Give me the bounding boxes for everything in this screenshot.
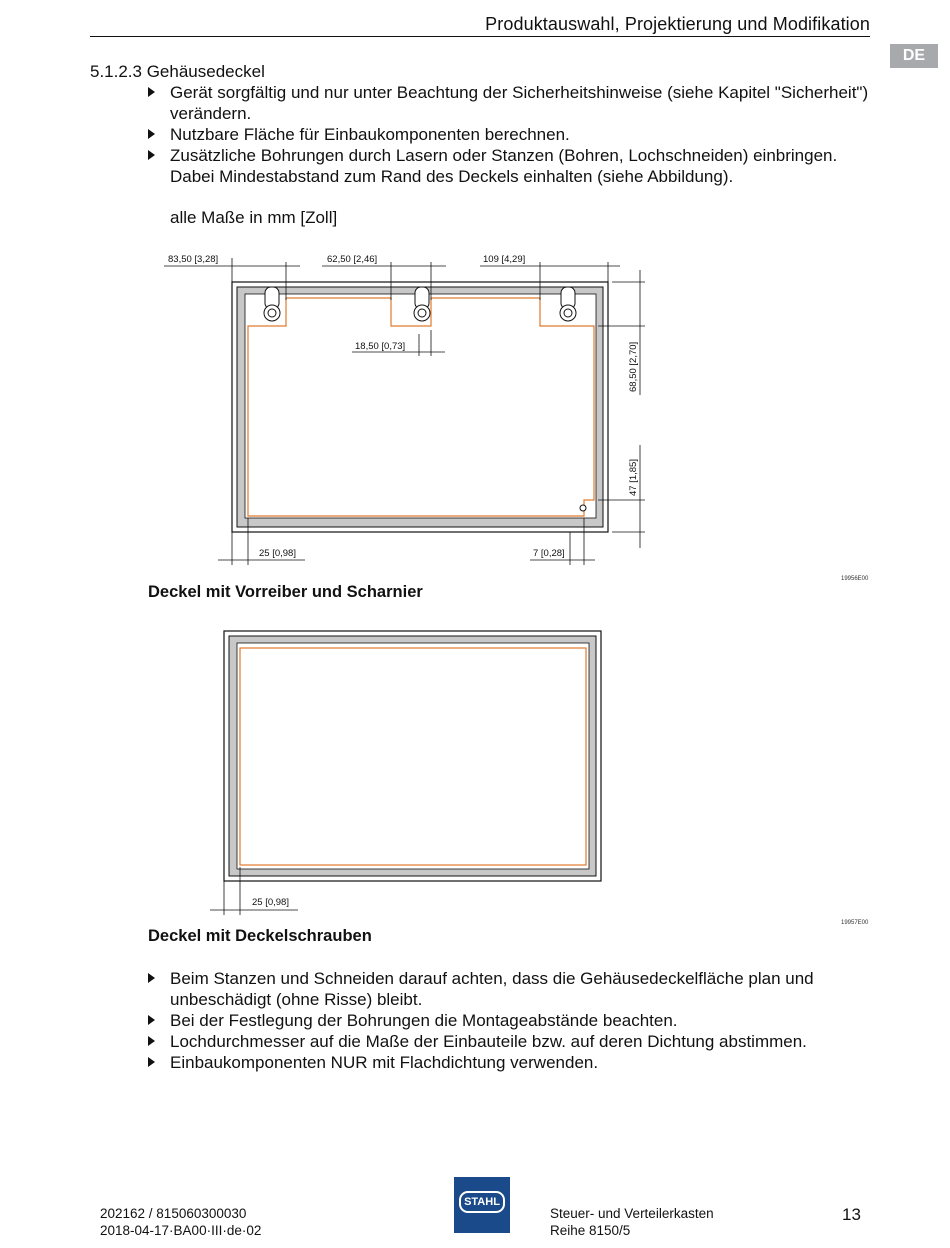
latch-icon — [560, 287, 576, 321]
bullet-arrow-icon — [148, 973, 155, 983]
dimension-label: 83,50 [3,28] — [168, 254, 219, 265]
language-badge: DE — [890, 44, 938, 68]
list-item: Nutzbare Fläche für Einbaukomponenten berechnen. — [148, 124, 878, 145]
figure-reference-code: 19956E00 — [841, 576, 869, 582]
instruction-list-top — [148, 82, 878, 187]
dimension-label: 47 [1,85] — [628, 459, 639, 496]
product-series: Reihe 8150/5 — [550, 1223, 631, 1238]
figure-caption: Deckel mit Vorreiber und Scharnier — [148, 583, 423, 601]
bullet-arrow-icon — [148, 150, 155, 160]
figure-reference-code: 19957E00 — [841, 920, 869, 926]
list-item: Lochdurchmesser auf die Maße der Einbauteile bzw. auf deren Dichtung abstimmen. — [148, 1031, 878, 1052]
dimension-label: 18,50 [0,73] — [355, 341, 406, 352]
dimension-label: 62,50 [2,46] — [327, 254, 378, 265]
dimension-label: 109 [4,29] — [483, 254, 526, 265]
header-rule — [90, 36, 870, 37]
doc-number: 202162 / 815060300030 — [100, 1206, 247, 1221]
bullet-arrow-icon — [148, 1015, 155, 1025]
list-item: Bei der Festlegung der Bohrungen die Montageabstände beachten. — [148, 1010, 878, 1031]
bullet-arrow-icon — [148, 1036, 155, 1046]
page-number: 13 — [842, 1205, 861, 1224]
bullet-arrow-icon — [148, 129, 155, 139]
bullet-arrow-icon — [148, 87, 155, 97]
footer-product-info — [550, 1205, 714, 1239]
dimension-label: 25 [0,98] — [252, 897, 289, 908]
dimension-label: 7 [0,28] — [533, 548, 565, 559]
hinge-icon — [414, 287, 430, 321]
section-heading: 5.1.2.3 Gehäusedeckel — [90, 62, 265, 81]
list-item: Zusätzliche Bohrungen durch Lasern oder Stanzen (Bohren, Lochschneiden) einbringen. Dabei Mindestabstand zum Rand des Deckels einhalten (siehe Abbildung). — [148, 145, 878, 187]
page-header-title: Produktauswahl, Projektierung und Modifikation — [485, 14, 870, 34]
units-note: alle Maße in mm [Zoll] — [170, 208, 338, 227]
dimension-label: 68,50 [2,70] — [628, 341, 639, 392]
latch-icon — [264, 287, 280, 321]
screw-icon — [580, 505, 586, 511]
bullet-arrow-icon — [148, 1057, 155, 1067]
stahl-logo — [454, 1177, 510, 1233]
doc-version: 2018-04-17·BA00·III·de·02 — [100, 1223, 262, 1238]
logo-text: STAHL — [459, 1191, 505, 1213]
list-item: Beim Stanzen und Schneiden darauf achten, dass die Gehäusedeckelfläche plan und unbeschädigt (ohne Risse) bleibt. — [148, 968, 878, 1010]
figure-lid-latch-hinge — [0, 240, 950, 580]
product-name: Steuer- und Verteilerkasten — [550, 1206, 714, 1221]
instruction-list-bottom — [148, 968, 878, 1073]
list-item: Einbaukomponenten NUR mit Flachdichtung verwenden. — [148, 1052, 878, 1073]
figure-caption: Deckel mit Deckelschrauben — [148, 927, 372, 945]
dimension-label: 25 [0,98] — [259, 548, 296, 559]
list-item: Gerät sorgfältig und nur unter Beachtung der Sicherheitshinweise (siehe Kapitel "Sicherheit") verändern. — [148, 82, 878, 124]
footer-doc-info — [100, 1205, 261, 1239]
figure-lid-screws — [0, 625, 950, 920]
